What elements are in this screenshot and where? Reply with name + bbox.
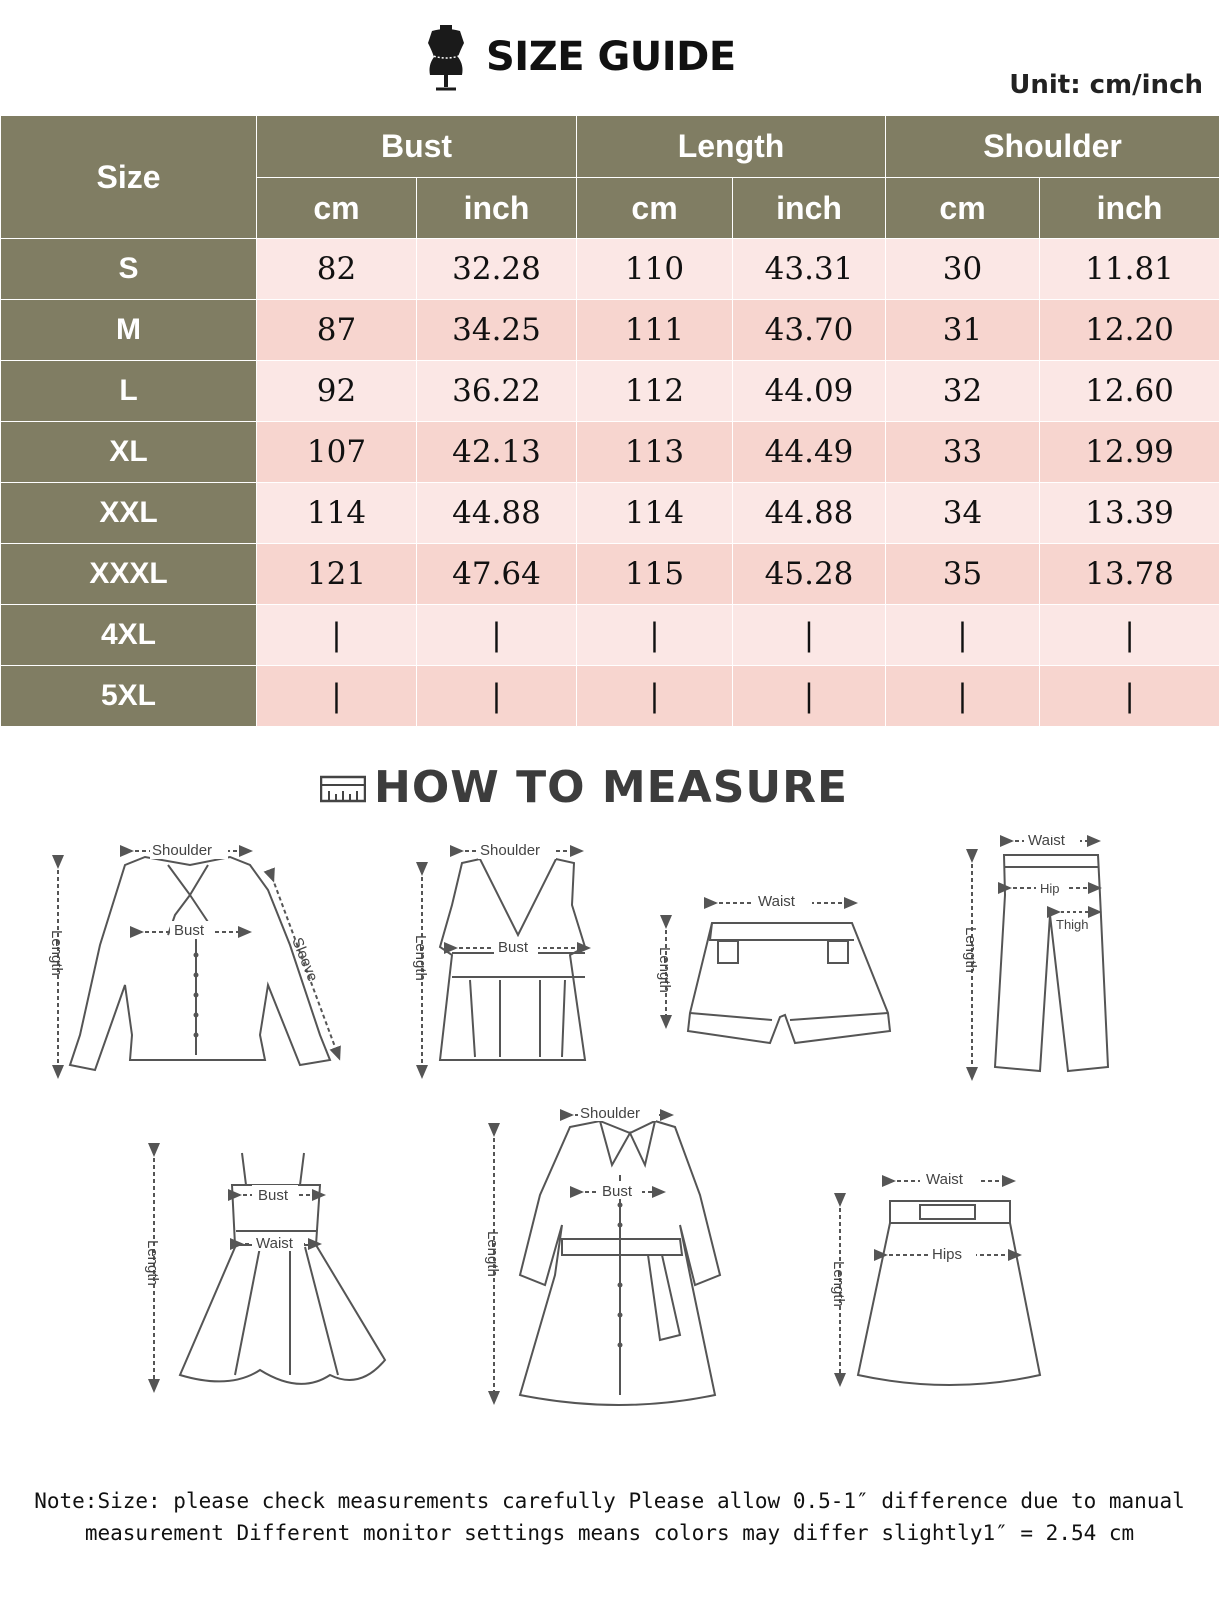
label-length: Length xyxy=(144,1240,161,1286)
table-cell: | xyxy=(1040,605,1219,666)
trousers-figure xyxy=(962,835,1108,1075)
how-to-measure-heading xyxy=(320,762,848,813)
table-cell: 12.20 xyxy=(1040,300,1219,361)
table-cell: 13.39 xyxy=(1040,483,1219,544)
subheader-cm: cm xyxy=(257,178,417,239)
table-cell: 31 xyxy=(886,300,1040,361)
how-to-measure-title: HOW TO MEASURE xyxy=(374,762,849,813)
bust-header: Bust xyxy=(257,116,577,178)
size-cell: M xyxy=(1,300,257,361)
label-thigh: Thigh xyxy=(1056,917,1089,932)
table-cell: 34 xyxy=(886,483,1040,544)
table-cell: 114 xyxy=(577,483,733,544)
size-cell: L xyxy=(1,361,257,422)
label-waist: Waist xyxy=(758,893,795,910)
label-waist: Waist xyxy=(926,1171,963,1188)
subheader-inch: inch xyxy=(733,178,886,239)
dress-form-icon xyxy=(420,21,472,93)
size-cell: XL xyxy=(1,422,257,483)
table-cell: 36.22 xyxy=(417,361,577,422)
table-cell: | xyxy=(1040,666,1219,727)
subheader-cm: cm xyxy=(577,178,733,239)
table-cell: 87 xyxy=(257,300,417,361)
table-cell: | xyxy=(886,666,1040,727)
subheader-cm: cm xyxy=(886,178,1040,239)
length-header: Length xyxy=(577,116,886,178)
subheader-inch: inch xyxy=(1040,178,1219,239)
size-cell: 5XL xyxy=(1,666,257,727)
label-bust: Bust xyxy=(498,939,529,956)
table-cell: 114 xyxy=(257,483,417,544)
label-shoulder: Shoulder xyxy=(480,842,541,859)
unit-label: Unit: cm/inch xyxy=(1009,70,1203,100)
table-row xyxy=(1,422,1219,483)
table-cell: | xyxy=(257,666,417,727)
title-wrap xyxy=(420,20,736,94)
table-cell: | xyxy=(886,605,1040,666)
table-cell: 44.49 xyxy=(733,422,886,483)
label-bust: Bust xyxy=(602,1183,633,1200)
table-cell: 44.88 xyxy=(417,483,577,544)
table-cell: 34.25 xyxy=(417,300,577,361)
shorts-figure xyxy=(656,891,890,1043)
shoulder-header: Shoulder xyxy=(886,116,1219,178)
table-cell: 107 xyxy=(257,422,417,483)
table-cell: | xyxy=(733,666,886,727)
table-row xyxy=(1,605,1219,666)
table-cell: 43.31 xyxy=(733,239,886,300)
table-cell: 35 xyxy=(886,544,1040,605)
page-title: SIZE GUIDE xyxy=(486,34,736,80)
table-cell: 115 xyxy=(577,544,733,605)
table-cell: 110 xyxy=(577,239,733,300)
size-cell: XXXL xyxy=(1,544,257,605)
table-cell: 32.28 xyxy=(417,239,577,300)
size-header: Size xyxy=(1,116,257,239)
table-cell: 33 xyxy=(886,422,1040,483)
label-length: Length xyxy=(484,1231,501,1277)
table-cell: 92 xyxy=(257,361,417,422)
label-shoulder: Shoulder xyxy=(580,1105,641,1122)
table-cell: | xyxy=(733,605,886,666)
label-bust: Bust xyxy=(258,1187,289,1204)
dress-figure xyxy=(144,1151,385,1387)
table-cell: 43.70 xyxy=(733,300,886,361)
table-cell: 12.60 xyxy=(1040,361,1219,422)
table-cell: 32 xyxy=(886,361,1040,422)
table-row xyxy=(1,483,1219,544)
label-length: Length xyxy=(48,930,65,976)
table-cell: 45.28 xyxy=(733,544,886,605)
table-row xyxy=(1,361,1219,422)
table-cell: | xyxy=(577,605,733,666)
table-cell: 112 xyxy=(577,361,733,422)
table-cell: 30 xyxy=(886,239,1040,300)
table-cell: | xyxy=(257,605,417,666)
size-cell: XXL xyxy=(1,483,257,544)
shirt-figure xyxy=(48,841,338,1073)
label-length: Length xyxy=(656,947,673,993)
label-length: Length xyxy=(412,935,429,981)
label-length: Length xyxy=(830,1261,847,1307)
table-cell: 11.81 xyxy=(1040,239,1219,300)
table-cell: 13.78 xyxy=(1040,544,1219,605)
table-cell: 47.64 xyxy=(417,544,577,605)
subheader-inch: inch xyxy=(417,178,577,239)
coat-figure xyxy=(484,1103,720,1405)
size-cell: S xyxy=(1,239,257,300)
label-waist: Waist xyxy=(1028,835,1065,849)
table-cell: 121 xyxy=(257,544,417,605)
table-cell: 42.13 xyxy=(417,422,577,483)
table-cell: | xyxy=(417,605,577,666)
tank-figure xyxy=(412,841,585,1073)
size-cell: 4XL xyxy=(1,605,257,666)
table-row xyxy=(1,544,1219,605)
size-table xyxy=(0,115,1219,727)
table-row xyxy=(1,300,1219,361)
label-hips: Hips xyxy=(932,1246,963,1263)
table-cell: 82 xyxy=(257,239,417,300)
label-bust: Bust xyxy=(174,922,205,939)
table-row xyxy=(1,239,1219,300)
table-cell: 113 xyxy=(577,422,733,483)
label-sleeve: Sleeve xyxy=(288,935,322,985)
label-waist: Waist xyxy=(256,1235,293,1252)
table-cell: 44.09 xyxy=(733,361,886,422)
table-cell: | xyxy=(577,666,733,727)
table-cell: 12.99 xyxy=(1040,422,1219,483)
table-cell: 44.88 xyxy=(733,483,886,544)
table-row xyxy=(1,666,1219,727)
note-text: Note:Size: please check measurements carefully Please allow 0.5-1″ difference due to manual measurement Different monitor settings means colors may differ slightly1″ = 2.54 cm xyxy=(34,1489,1185,1545)
table-cell: 111 xyxy=(577,300,733,361)
skirt-figure xyxy=(830,1170,1040,1385)
table-cell: | xyxy=(417,666,577,727)
garment-figures xyxy=(0,835,1219,1425)
label-shoulder: Shoulder xyxy=(152,842,213,859)
header xyxy=(0,0,1219,115)
label-length: Length xyxy=(962,927,979,973)
ruler-icon xyxy=(320,773,366,803)
label-hip: Hip xyxy=(1040,881,1060,896)
